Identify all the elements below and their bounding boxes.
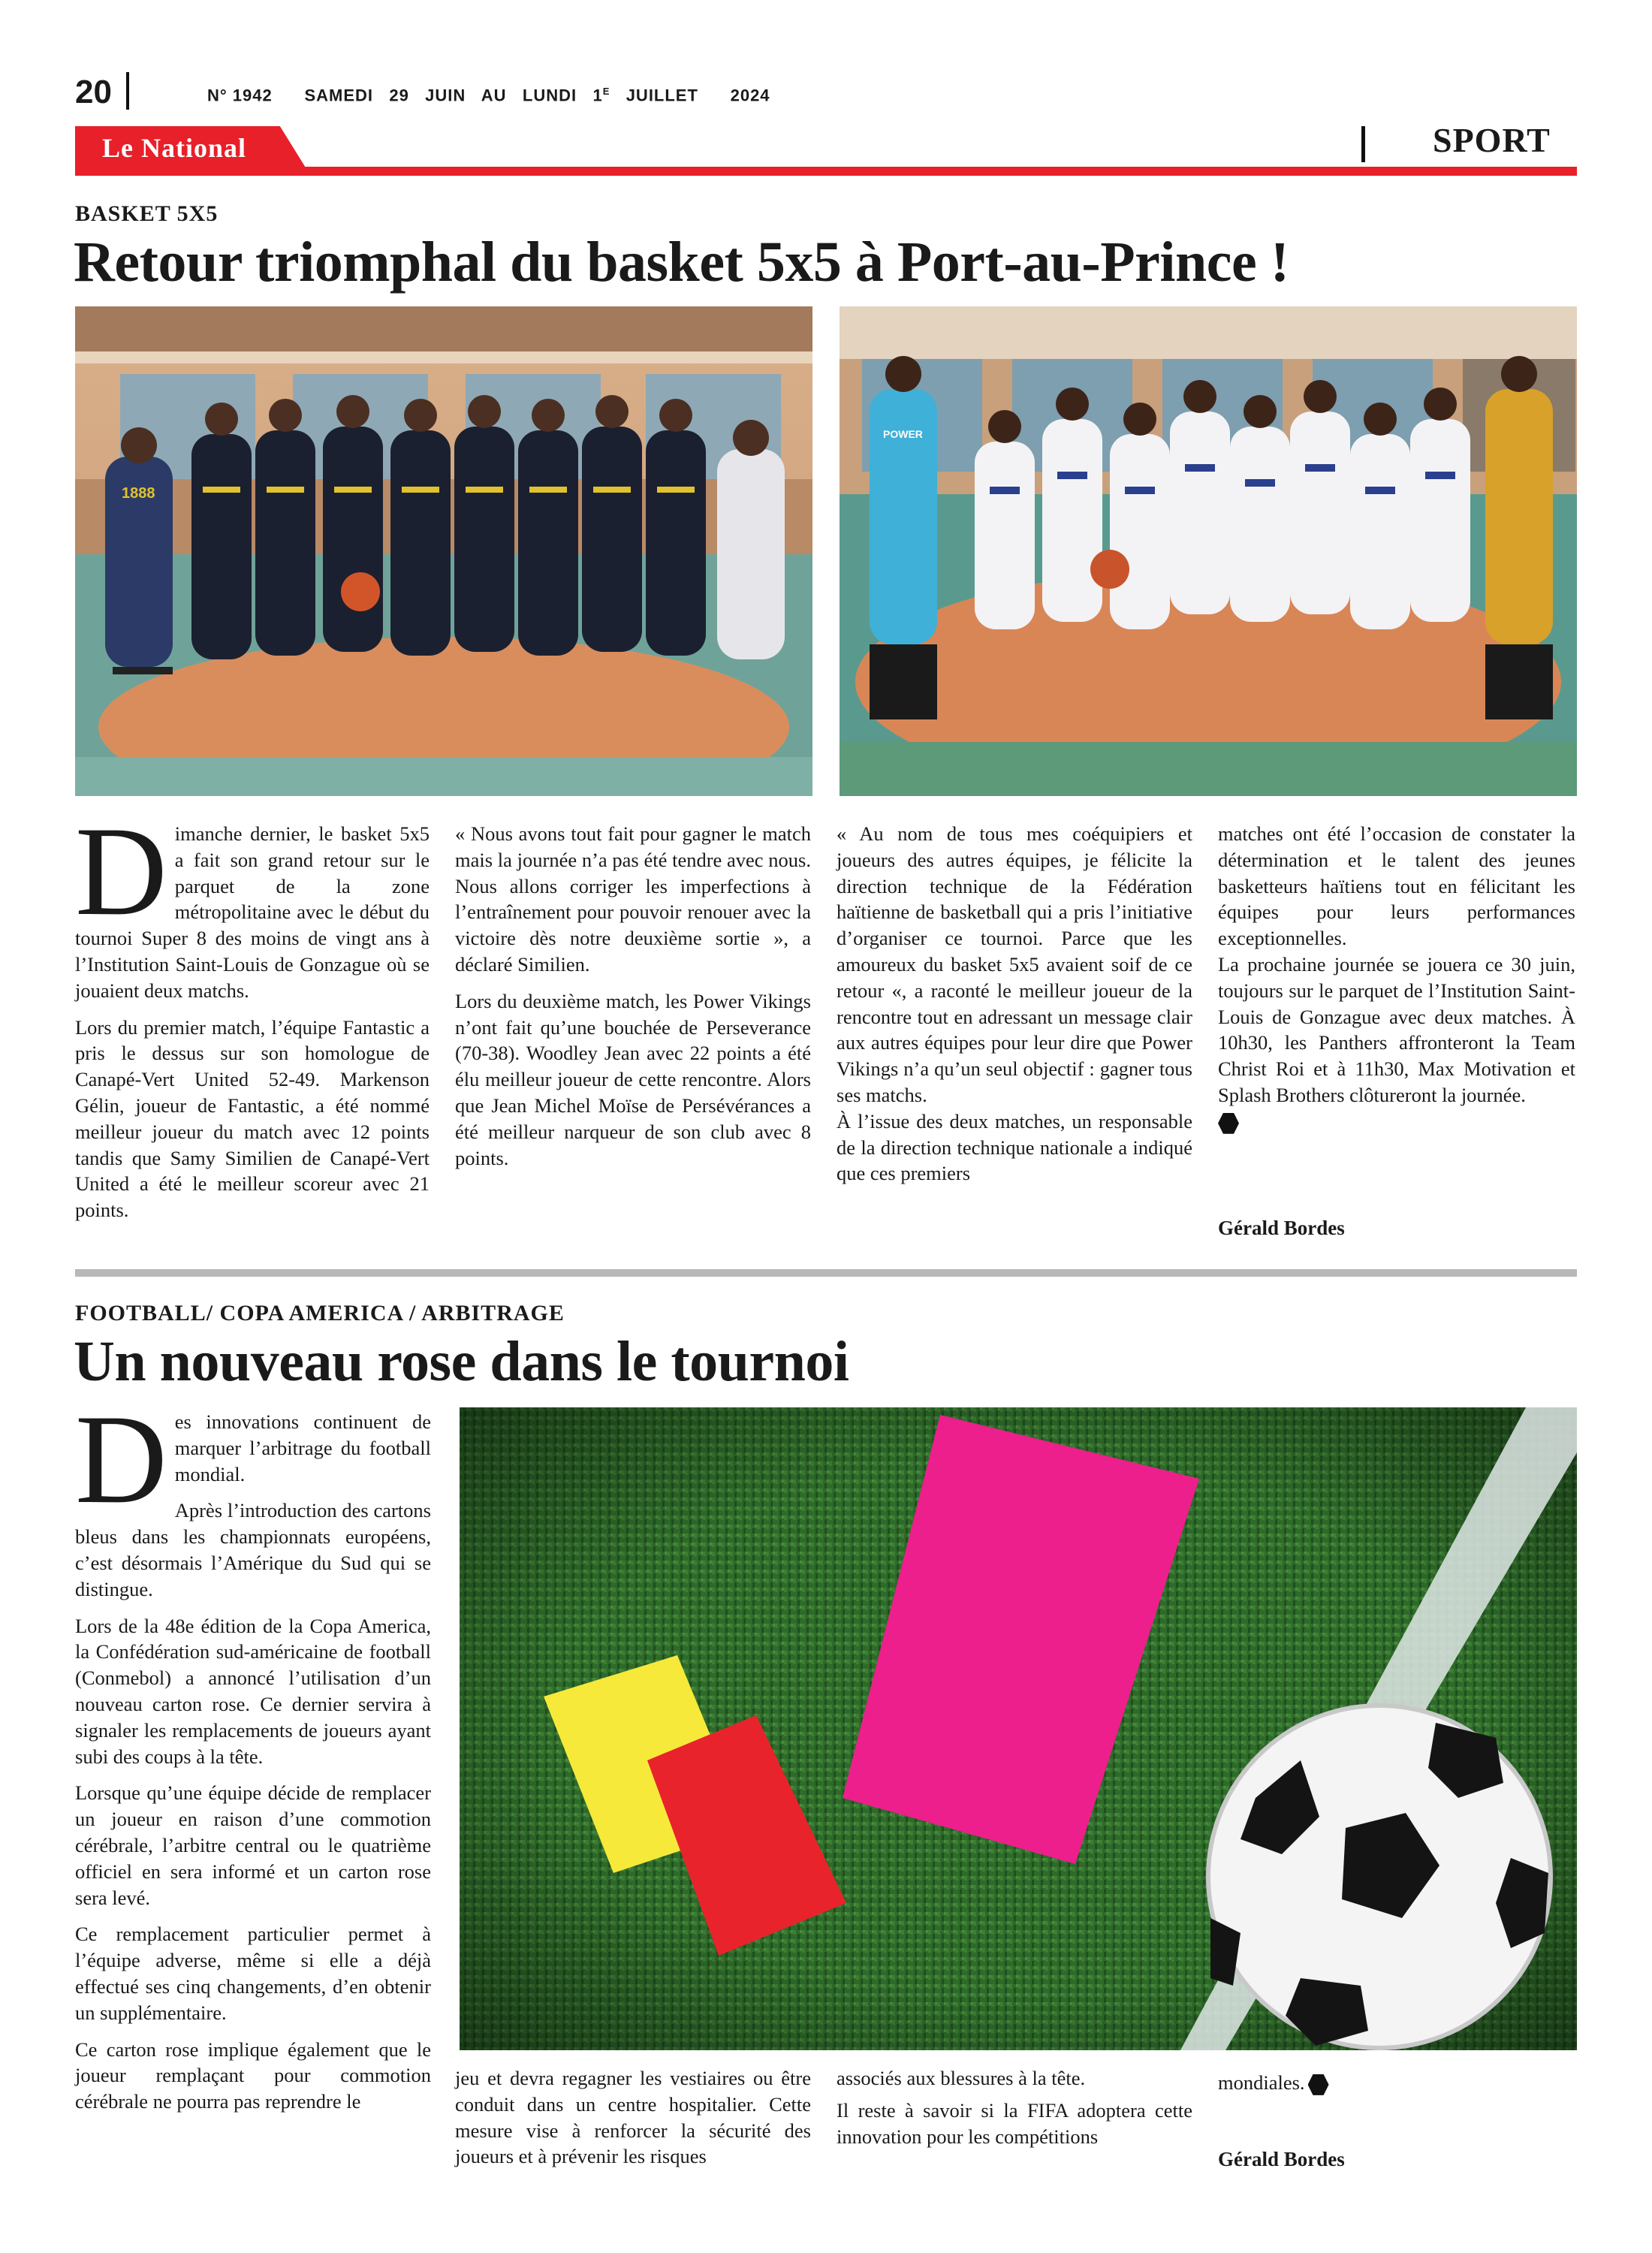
article1-column-3 [837, 821, 1192, 1197]
article1-col3-paragraph-2: À l’issue des deux matches, un responsable de la direction technique nationale a indiqué que ces premiers [837, 1109, 1192, 1185]
article2-drop-cap: D [75, 1389, 167, 1530]
article1-kicker: BASKET 5X5 [75, 201, 219, 226]
issue-date-line [207, 86, 770, 105]
photo-referee-cards-football [460, 1407, 1577, 2050]
issue-date-tail: JUILLET 2024 [610, 86, 770, 105]
header-red-rule [75, 167, 1577, 176]
photo-team-white-jerseys [840, 306, 1577, 796]
article2-column-2 [455, 2065, 811, 2180]
article2-end-mark [1308, 2074, 1329, 2095]
photo2-shirt-text: POWER [883, 428, 923, 440]
article2-headline: Un nouveau rose dans le tournoi [74, 1330, 849, 1393]
article1-headline: Retour triomphal du basket 5x5 à Port-au-Prince ! [74, 231, 1289, 294]
issue-number: N° 1942 [207, 86, 273, 105]
article1-col4-paragraph-1: matches ont été l’occasion de constater la détermination et le talent des jeunes basketteurs haïtiens tout en félicitant les équipes pour leurs performances exceptionnelles. [1218, 822, 1575, 950]
article2-col3-paragraph-2: Il reste à savoir si la FIFA adoptera cette innovation pour les compétitions [837, 2098, 1192, 2148]
article1-drop-cap: D [75, 801, 167, 942]
article1-col1-paragraph-1: imanche dernier, le basket 5x5 a fait son grand retour sur le parquet de la zone métropolitaine avec le début du tournoi Super 8 des moins de vingt ans à l’Institution Saint-Louis de Gonzague où se jouaient deux matchs. [75, 822, 430, 1002]
article1-col2-paragraph-1: « Nous avons tout fait pour gagner le match mais la journée n’a pas été tendre avec nous. Nous allons corriger les imperfections à l’entraînement pour pouvoir renouer avec la victoire dès notre deuxième sortie », a déclaré Similien. [455, 822, 811, 976]
page-number: 20 [75, 74, 112, 110]
article2-col2-paragraph-1: jeu et devra regagner les vestiaires ou être conduit dans un centre hospitalier. Cette mesure vise à renforcer la sécurité des joueurs et à prévenir les risques [455, 2067, 811, 2168]
article1-end-mark [1218, 1113, 1239, 1134]
photo1-jersey-text: 1888 [122, 485, 155, 502]
article2-col1-paragraph-4: Lorsque qu’une équipe décide de remplacer un joueur en raison d’une commotion cérébrale, l’arbitre central ou le quatrième officiel en sera informé et un carton rose sera levé. [75, 1781, 431, 1909]
article1-column-4 [1218, 821, 1575, 1135]
article2-col4-paragraph-1: mondiales. [1218, 2071, 1305, 2094]
article1-col1-paragraph-2: Lors du premier match, l’équipe Fantastic a pris le dessus sur son homologue de Canapé-Vert United 52-49. Markenson Gélin, joueur de Fantastic, a été nommé meilleur joueur du match avec 12 points tandis que Samy Similien de Canapé-Vert United a été le meilleur scoreur avec 21 points. [75, 1015, 430, 1222]
issue-date-superscript: E [602, 86, 610, 97]
article2-col1-paragraph-1: es innovations continuent de marquer l’arbitrage du football mondial. [174, 1410, 431, 1485]
article2-column-3 [837, 2065, 1192, 2160]
article1-column-2 [455, 821, 811, 1181]
article2-col1-paragraph-3: Lors de la 48e édition de la Copa America, la Confédération sud-américaine de football (Conmebol) a annoncé l’utilisation d’un nouveau carton rose. Ce dernier servira à signaler les remplacements de joueurs ayant subi des coups à la tête. [75, 1614, 431, 1768]
article2-col3-paragraph-1: associés aux blessures à la tête. [837, 2067, 1086, 2089]
article1-col2-paragraph-2: Lors du deuxième match, les Power Vikings n’ont fait qu’une bouchée de Perseverance (70-38). Woodley Jean avec 22 points a été élu meilleur joueur de cette rencontre. Alors que Jean Michel Moïse de Persévérances a été meilleur narqueur de son club avec 8 points. [455, 989, 811, 1169]
article2-col1-paragraph-2: Après l’introduction des cartons bleus dans les championnats européens, c’est désormais l’Amérique du Sud qui se distingue. [75, 1499, 431, 1600]
article2-kicker: FOOTBALL/ COPA AMERICA / ARBITRAGE [75, 1301, 565, 1326]
issue-date: SAMEDI 29 JUIN AU LUNDI 1 [304, 86, 603, 105]
article1-column-1 [75, 801, 430, 1234]
article2-byline: Gérald Bordes [1218, 2148, 1345, 2170]
article1-col4-paragraph-2: La prochaine journée se jouera ce 30 juin, toujours sur le parquet de l’Institution Saint-Louis de Gonzague avec deux matches. À 10h30, les Panthers affronteront la Team Christ Roi et à 11h30, Max Motivation et Splash Brothers clôtureront la journée. [1218, 952, 1575, 1106]
article2-col1-paragraph-5: Ce remplacement particulier permet à l’équipe adverse, même si elle a déjà effectué ses cinq changements, d’en obtenir un supplémentaire. [75, 1923, 431, 2024]
section-name: SPORT [1433, 121, 1551, 159]
section-divider [1361, 126, 1365, 162]
article1-byline: Gérald Bordes [1218, 1217, 1345, 1239]
article1-col3-paragraph-1: « Au nom de tous mes coéquipiers et joueurs des autres équipes, je félicite la direction technique de la Fédération haïtienne de basketball qui a pris l’initiative d’organiser ce tournoi. Parce que les amoureux du basket 5x5 avaient soif de ce retour «, a raconté le meilleur joueur de la rencontre tout en adressant un message clair aux autres équipes pour leur dire que Power Vikings n’a qu’un seul objectif : gagner tous ses matchs. [837, 822, 1192, 1106]
article2-col1-paragraph-6: Ce carton rose implique également que le joueur remplaçant pour commotion cérébrale ne pourra pas reprendre le [75, 2037, 431, 2113]
page-number-divider [126, 72, 129, 110]
newspaper-name: Le National [102, 133, 247, 163]
photo-team-dark-jerseys [75, 306, 812, 796]
article2-column-4 [1218, 2070, 1575, 2107]
article-divider [75, 1269, 1577, 1277]
article2-column-1 [75, 1389, 431, 2125]
